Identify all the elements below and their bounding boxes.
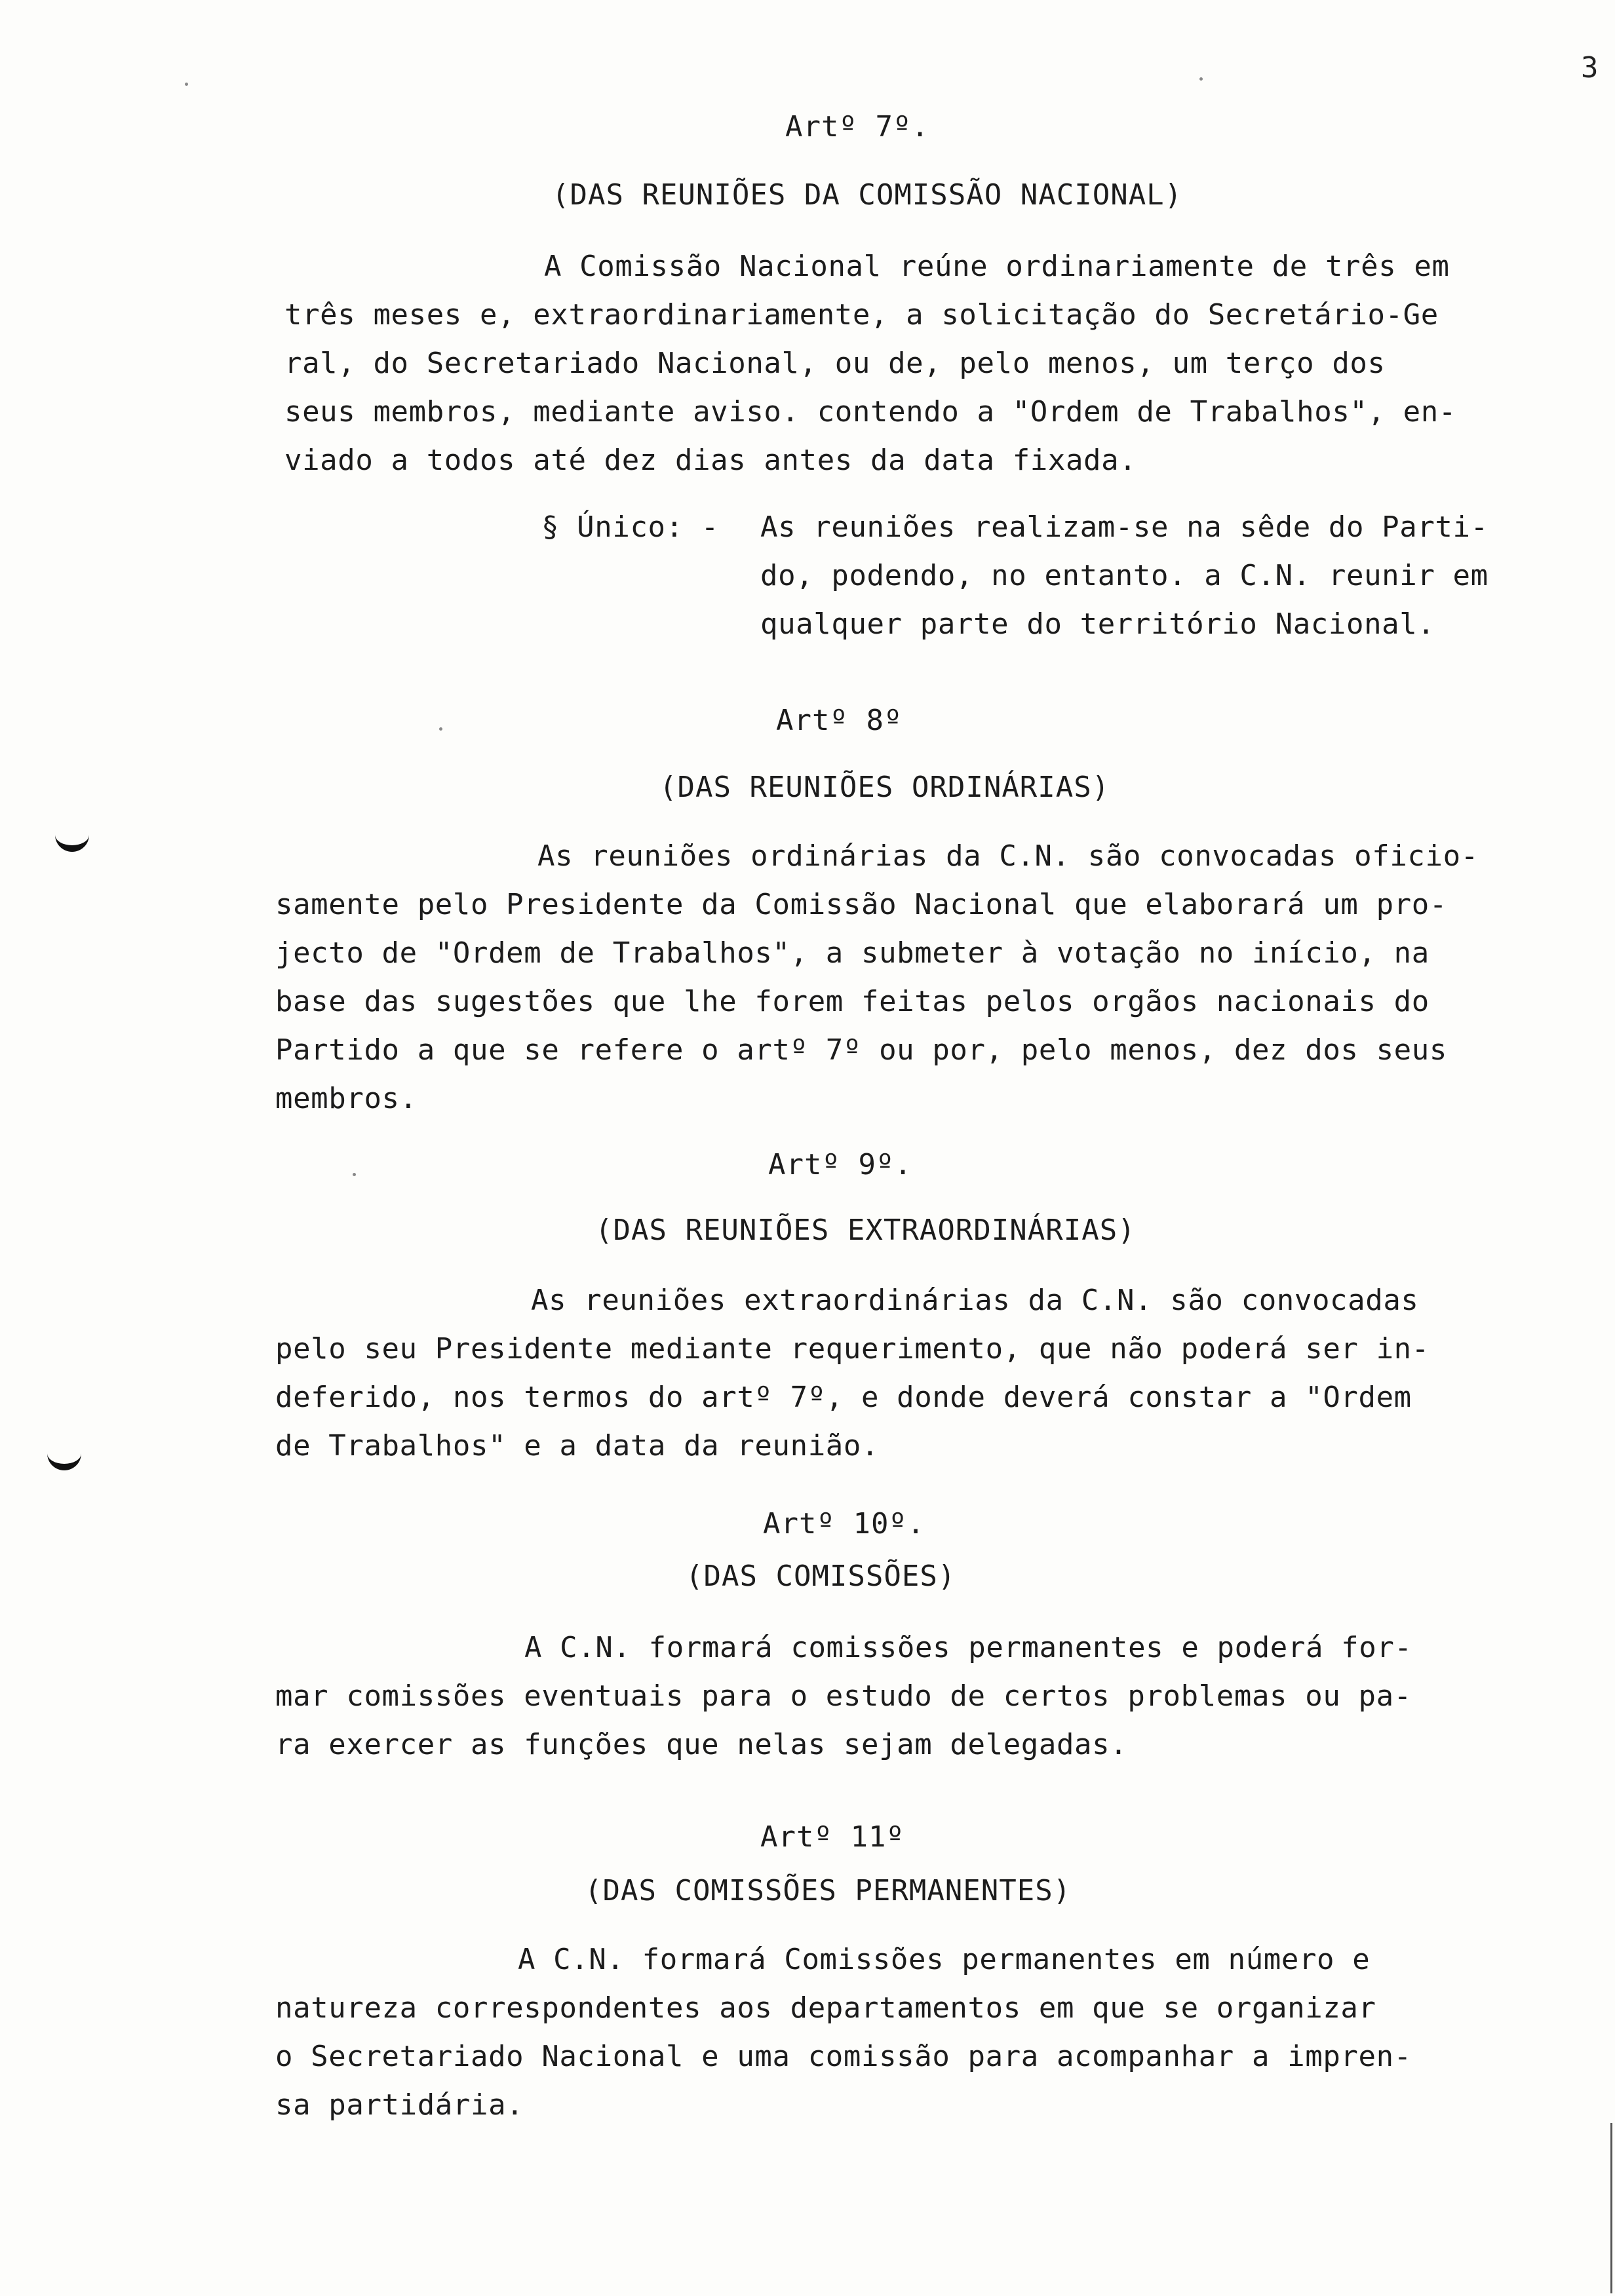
page-edge-line <box>1610 2123 1612 2293</box>
art7-line-1: A Comissão Nacional reúne ordinariamente de três em <box>544 250 1450 283</box>
art11-line-2: natureza correspondentes aos departamentos em que se organizar <box>275 1991 1376 2025</box>
art7-unico-text <box>760 503 1593 649</box>
art8-line-5: Partido a que se refere o artº 7º ou por, pelo menos, dez dos seus <box>275 1033 1447 1067</box>
art9-line-3: deferido, nos termos do artº 7º, e donde deverá constar a "Ordem <box>275 1381 1412 1414</box>
art8-line-2: samente pelo Presidente da Comissão Nacional que elaborará um pro- <box>275 888 1447 921</box>
art10-paragraph <box>275 1624 1593 1769</box>
scan-speck <box>185 83 188 86</box>
art7-line-3: ral, do Secretariado Nacional, ou de, pelo menos, um terço dos <box>284 347 1386 380</box>
art7-unico-line-2: do, podendo, no entanto. a C.N. reunir em <box>760 559 1489 592</box>
art11-line-1: A C.N. formará Comissões permanentes em número e <box>518 1943 1371 1976</box>
art7-line-2: três meses e, extraordinariamente, a solicitação do Secretário-Ge <box>284 298 1439 332</box>
page-number: 3 <box>1581 51 1599 85</box>
art8-line-6: membros. <box>275 1082 418 1115</box>
art7-heading: Artº 7º. <box>785 110 929 144</box>
art11-subheading: (DAS COMISSÕES PERMANENTES) <box>585 1874 1072 1907</box>
art8-line-3: jecto de "Ordem de Trabalhos", a submeter à votação no início, na <box>275 936 1430 970</box>
scan-speck <box>439 727 442 731</box>
art8-subheading: (DAS REUNIÕES ORDINÁRIAS) <box>659 771 1110 804</box>
art9-paragraph <box>275 1276 1593 1470</box>
binder-hole-mark <box>47 1447 81 1470</box>
art9-line-2: pelo seu Presidente mediante requerimento, que não poderá ser in- <box>275 1332 1430 1366</box>
art9-subheading: (DAS REUNIÕES EXTRAORDINÁRIAS) <box>595 1214 1136 1247</box>
scan-speck <box>353 1173 356 1176</box>
art10-line-1: A C.N. formará comissões permanentes e poderá for- <box>524 1631 1412 1664</box>
art7-unico-label: § Único: - <box>541 510 719 544</box>
art11-line-4: sa partidária. <box>275 2088 524 2122</box>
scan-speck <box>1199 77 1203 81</box>
art10-line-3: ra exercer as funções que nelas sejam delegadas. <box>275 1728 1128 1761</box>
art10-subheading: (DAS COMISSÕES) <box>686 1559 956 1593</box>
art7-line-5: viado a todos até dez dias antes da data fixada. <box>284 444 1137 477</box>
art9-line-4: de Trabalhos" e a data da reunião. <box>275 1429 880 1463</box>
art8-line-4: base das sugestões que lhe forem feitas pelos orgãos nacionais do <box>275 985 1430 1018</box>
art7-unico-line-1: As reuniões realizam-se na sêde do Parti- <box>760 510 1489 544</box>
art7-paragraph <box>275 242 1593 485</box>
art11-line-3: o Secretariado Nacional e uma comissão para acompanhar a impren- <box>275 2040 1412 2073</box>
art7-line-4: seus membros, mediante aviso. contendo a "Ordem de Trabalhos", en- <box>284 395 1456 429</box>
art8-paragraph <box>275 832 1593 1123</box>
art11-paragraph <box>275 1936 1593 2130</box>
art11-heading: Artº 11º <box>760 1820 905 1854</box>
art10-heading: Artº 10º. <box>763 1507 925 1540</box>
art9-heading: Artº 9º. <box>768 1148 912 1181</box>
binder-hole-mark <box>55 828 89 852</box>
art7-unico-line-3: qualquer parte do território Nacional. <box>760 607 1435 641</box>
art7-subheading: (DAS REUNIÕES DA COMISSÃO NACIONAL) <box>552 178 1183 212</box>
art8-heading: Artº 8º <box>776 704 903 737</box>
art8-line-1: As reuniões ordinárias da C.N. são convocadas oficio- <box>537 839 1479 873</box>
art10-line-2: mar comissões eventuais para o estudo de certos problemas ou pa- <box>275 1679 1412 1713</box>
art9-line-1: As reuniões extraordinárias da C.N. são convocadas <box>531 1284 1419 1317</box>
